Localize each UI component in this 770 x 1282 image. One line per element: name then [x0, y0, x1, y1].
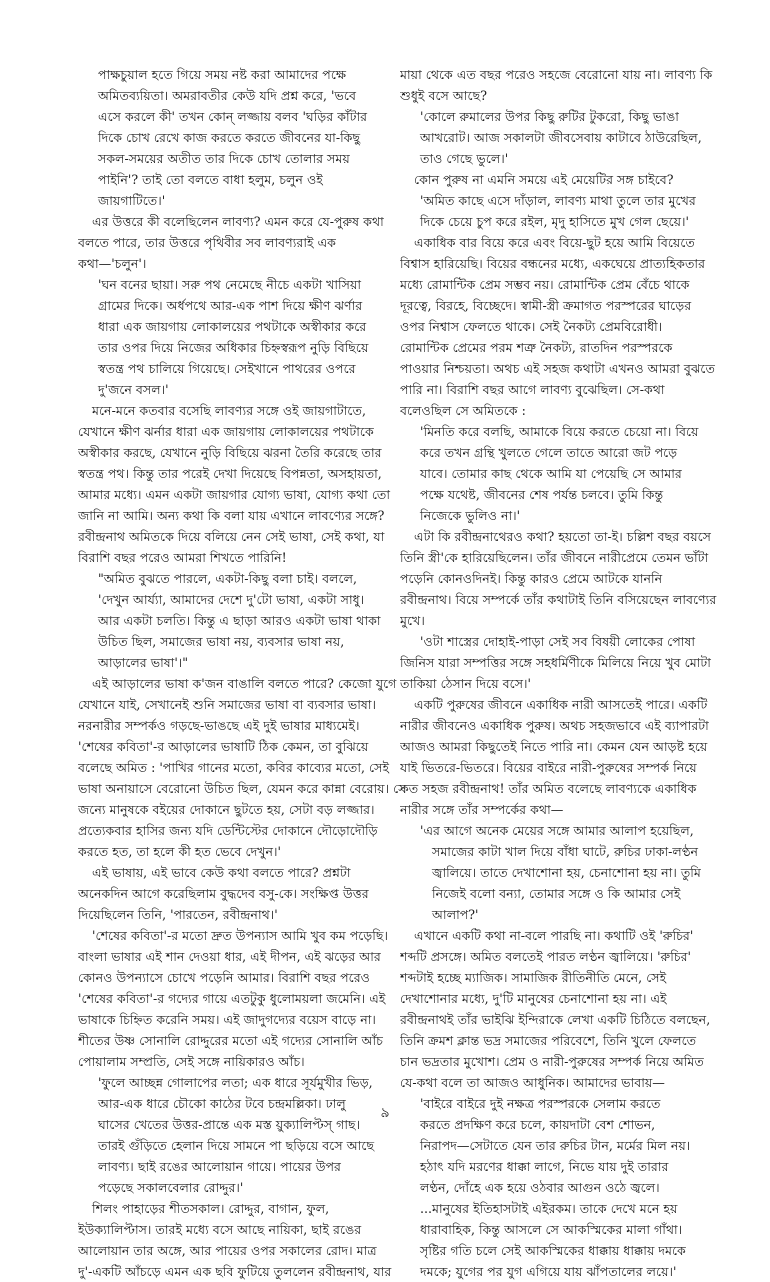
- text-line: তাকিয়া ঠেসান দিয়ে বসে।': [400, 676, 531, 691]
- text-line: ভাষাকে চিহ্নিত করেনি সময়। এই জাদুগদ্যের বয়েস বাড়ে না।: [78, 1012, 376, 1027]
- left-column: [78, 64, 413, 1282]
- text-line: 'মিনতি করে বলছি, আমাকে বিয়ে করতে চেয়ো না। বিয়ে: [420, 424, 699, 439]
- text-line: 'দেখুন আর্য্যা, আমাদের দেশে দু'টো ভাষা, একটা সাধু।: [98, 592, 365, 607]
- text-line: আড়ালের ভাষা'।": [98, 655, 189, 670]
- text-line: পোয়ালাম সম্প্রতি, সেই সঙ্গে নায়িকারও আঁচ।: [78, 1054, 305, 1069]
- text-line: প্রত্যেকবার হাসির জন্য যদি ডেন্টিস্টের দোকানে দৌড়োদৌড়ি: [78, 823, 378, 838]
- text-line: সকল-সময়ের অতীত তার দিকে চোখ তোলার সময়: [98, 151, 350, 166]
- text-line: বলেওছিল সে অমিতকে :: [400, 403, 526, 418]
- text-line: যেখানে ক্ষীণ ঝর্নার ধারা এক জায়গায় লোকালয়ের পথটাকে: [78, 424, 374, 439]
- text-line: বিশ্বাস হারিয়েছি। বিয়ের বন্ধনের মধ্যে, একঘেয়ে প্রাত্যহিকতার: [400, 256, 706, 271]
- text-line: ...মানুষের ইতিহাসটাই এইরকম। তাকে দেখে মনে হয়: [420, 1201, 678, 1216]
- text-line: রোমান্টিক প্রেমের পরম শত্রু নৈকট্য, রাতদিন পরস্পরকে: [400, 340, 673, 355]
- text-line: এই ভাষায়, এই ভাবে কেউ কথা বলতে পারে? প্রশ্নটা: [92, 865, 351, 880]
- text-line: তার ওপর দিয়ে নিজের অধিকার চিহ্নস্বরূপ নুড়ি বিছিয়ে: [98, 340, 369, 355]
- text-line: শুধুই বসে আছে?: [400, 88, 487, 103]
- text-line: 'শেষের কবিতা'-র মতো দ্রুত উপন্যাস আমি খুব কম পড়েছি।: [92, 928, 389, 943]
- text-line: সৃষ্টির গতি চলে সেই আকস্মিকের ধাক্কায় ধাক্কায় দমকে: [420, 1243, 686, 1258]
- text-line: জিনিস যারা সম্পত্তির সঙ্গে সহধর্মিণীকে মিলিয়ে নিয়ে খুব মোটা: [400, 655, 711, 670]
- text-line: 'ঘন বনের ছায়া। সরু পথ নেমেছে নীচে একটা খাসিয়া: [98, 277, 362, 292]
- text-line: বাংলা ভাষার এই শান দেওয়া ধার, এই দীপন, এই ঝড়ের আর: [78, 949, 381, 964]
- text-line: 'বাইরে বাইরে দুই নক্ষত্র পরস্পরকে সেলাম করতে: [420, 1096, 661, 1111]
- text-line: রবীন্দ্রনাথ অমিতকে দিয়ে বলিয়ে নেন সেই ভাষা, সেই কথা, যা: [78, 529, 385, 544]
- text-line: ধারাবাহিক, কিন্তু আসলে সে আকস্মিকের মালা গাঁথা।: [420, 1222, 683, 1237]
- text-line: তিনি ক্রমশ ক্লান্ত ভদ্র সমাজের পরিবেশে, তিনি খুলে ফেলতে: [400, 1033, 697, 1048]
- text-line: এটা কি রবীন্দ্রনাথেরও কথা? হয়তো তা-ই। চল্লিশ বছর বয়সে: [414, 529, 712, 544]
- text-line: মনে-মনে কতবার বসেছি লাবণ্যর সঙ্গে ওই জায়গাটাতে,: [92, 403, 366, 418]
- text-line: এখানে একটি কথা না-বলে পারছি না। কথাটি ওই 'রুচির': [414, 928, 694, 943]
- text-line: শিলং পাহাড়ের শীতসকাল। রোদ্দুর, বাগান, ফুল,: [92, 1201, 330, 1216]
- text-line: আমার মধ্যে। এমন একটা জায়গার যোগ্য ভাষা, যোগ্য কথা তো: [78, 487, 391, 502]
- text-line: আলাপ?': [432, 907, 479, 922]
- text-line: সমাজের কাটা খাল দিয়ে বাঁধা ঘাটে, রুচির ঢাকা-লণ্ঠন: [432, 844, 699, 859]
- text-line: বলেছে অমিত : 'পাখির গানের মতো, কবির কাব্যের মতো, সেই: [78, 760, 390, 775]
- text-line: স্বতন্ত্র পথ চালিয়ে গিয়েছে। সেইখানে পাথরের ওপরে: [98, 361, 356, 376]
- text-line: দিকে চোখ রেখে কাজ করতে করতে জীবনের যা-কিছু: [98, 130, 361, 145]
- text-line: দিয়েছিলেন তিনি, 'পারতেন, রবীন্দ্রনাথ।': [78, 907, 278, 922]
- text-line: নরনারীর সম্পর্কও গড়ছে-ভাঙছে এই দুই ভাষার মাধ্যমেই।: [78, 718, 360, 733]
- text-line: নিজেই বলো বন্যা, তোমার সঙ্গে ও কি আমার সেই: [432, 886, 681, 901]
- text-line: ওপর নিশ্বাস ফেলতে থাকে। সেই নৈকট্য প্রেমবিরোধী।: [400, 319, 663, 334]
- text-line: উচিত ছিল, সমাজের ভাষা নয়, ব্যবসার ভাষা নয়,: [98, 634, 345, 649]
- text-line: অমিতব্যয়িতা। অমরাবতীর কেউ যদি প্রশ্ন করে, 'ভবে: [98, 88, 356, 103]
- page-number: ৯: [380, 1105, 390, 1121]
- text-line: যে-কথা বলে তা আজও আধুনিক। আমাদের ভাবায়—: [400, 1075, 665, 1090]
- text-line: ভাষা অনায়াসে বেরোনো উচিত ছিল, যেমন করে কান্না বেরোয়। সে: [78, 781, 407, 796]
- text-line: নিরাপদ—সেটাতে যেন তার রুচির টান, মর্মের মিল নয়।: [420, 1138, 691, 1153]
- text-line: হঠাৎ যদি মরণের ধাক্কা লাগে, নিভে যায় দুই তারার: [420, 1159, 669, 1174]
- text-line: এর উত্তরে কী বলেছিলেন লাবণ্য? এমন করে যে-পুরুষ কথা: [92, 214, 384, 229]
- text-line: আর একটা চলতি। কিন্তু এ ছাড়া আরও একটা ভাষা থাকা: [98, 613, 381, 628]
- text-line: ধারা এক জায়গায় লোকালয়ের পথটাকে অস্বীকার করে: [98, 319, 367, 334]
- text-line: পারি না। বিরাশি বছর আগে লাবণ্য বুঝেছিল। সে-কথা: [400, 382, 665, 397]
- text-line: পাওয়ার নিশ্চয়তা। অথচ এই সহজ কথাটা এখনও আমরা বুঝতে: [400, 361, 715, 376]
- text-line: পক্ষে যথেষ্ট, জীবনের শেষ পর্যন্ত চলবে। তুমি কিন্তু: [420, 487, 664, 502]
- text-line: জ্বালিয়ে। তাতে দেখাশোনা হয়, চেনাশোনা হয় না। তুমি: [432, 865, 701, 880]
- text-line: নিজেকে ভুলিও না।': [420, 508, 521, 523]
- text-line: তাও গেছে ভুলে।': [420, 151, 509, 166]
- text-line: পড়েছে সকালবেলার রোদ্দুর।': [98, 1180, 244, 1195]
- text-line: মধ্যে রোমান্টিক প্রেম সম্ভব নয়। রোমান্টিক প্রেম বেঁচে থাকে: [400, 277, 690, 292]
- text-line: নারীর সঙ্গে তাঁর সম্পর্কের কথা—: [400, 802, 564, 817]
- text-line: দেখাশোনার মধ্যে, দু'টি মানুষের চেনাশোনা হয় না। এই: [400, 991, 667, 1006]
- text-line: অস্বীকার করছে, যেখানে নুড়ি বিছিয়ে ঝরনা তৈরি করেছে তার: [78, 445, 382, 460]
- text-line: স্বতন্ত্র পথ। কিন্তু তার পরেই দেখা দিয়েছে বিপন্নতা, অসহায়তা,: [78, 466, 382, 481]
- text-line: যাবে। তোমার কাছ থেকে আমি যা পেয়েছি সে আমার: [420, 466, 682, 481]
- text-line: তিনি স্ত্রী'কে হারিয়েছিলেন। তাঁর জীবনে নারীপ্রেমে তেমন ভাঁটা: [400, 550, 709, 565]
- text-line: জায়গাটিতে।': [98, 193, 166, 208]
- text-line: করে তখন গ্রন্থি খুলতে গেলে তাতে আরো জট পড়ে: [420, 445, 678, 460]
- text-line: চান ভদ্রতার মুখোশ। প্রেম ও নারী-পুরুষের সম্পর্ক নিয়ে অমিত: [400, 1054, 704, 1069]
- text-line: করতে প্রদক্ষিণ করে চলে, কায়দাটা বেশ শোভন,: [420, 1117, 656, 1132]
- text-line: একাধিক বার বিয়ে করে এবং বিয়ে-ছুট হয়ে আমি বিয়েতে: [414, 235, 695, 250]
- text-line: মায়া থেকে এত বছর পরেও সহজে বেরোনো যায় না। লাবণ্য কি: [400, 67, 713, 82]
- text-line: দমকে; যুগের পর যুগ এগিয়ে যায় ঝাঁপতালের লয়ে।': [420, 1264, 677, 1279]
- text-line: আর-এক ধারে চৌকো কাঠের টবে চন্দ্রমল্লিকা। ঢালু: [98, 1096, 346, 1111]
- right-column: [400, 64, 735, 1282]
- text-line: একটি পুরুষের জীবনে একাধিক নারী আসতেই পারে। একটি: [414, 697, 708, 712]
- text-line: দূরত্বে, বিরহে, বিচ্ছেদে। স্বামী-স্ত্রী ক্রমাগত পরস্পরের ঘাড়ের: [400, 298, 692, 313]
- text-line: আজও আমরা কিছুতেই নিতে পারি না। কেমন যেন আড়ষ্ট হয়ে: [400, 739, 708, 754]
- text-line: যেখানে যাই, সেখানেই শুনি সমাজের ভাষা বা ব্যবসার ভাষা।: [78, 697, 377, 712]
- text-line: কোনও উপন্যাসে চোখে পড়েনি আমার। বিরাশি বছর পরেও: [78, 970, 370, 985]
- text-line: আখরোট। আজ সকালটা জীবসেবায় কাটাবে ঠাউরেছিল,: [420, 130, 702, 145]
- text-line: দু'-একটি আঁচড়ে এমন এক ছবি ফুটিয়ে তুললেন রবীন্দ্রনাথ, যার: [78, 1264, 392, 1279]
- text-line: আলোয়ান তার অঙ্গে, আর পায়ের ওপর সকালের রোদ। মাত্র: [78, 1243, 377, 1258]
- text-line: ঘাসের খেতের উত্তর-প্রান্তে এক মস্ত য়ুক্যালিপ্টস্ গাছ।: [98, 1117, 361, 1132]
- text-line: "অমিত বুঝতে পারলে, একটা-কিছু বলা চাই। বললে,: [98, 571, 357, 586]
- text-line: কথা—'চলুন'।: [78, 256, 147, 271]
- text-line: পাক্ষচুয়াল হতে গিয়ে সময় নষ্ট করা আমাদের পক্ষে: [98, 67, 347, 82]
- text-line: দু'জনে বসল।': [98, 382, 169, 397]
- text-line: বিরাশি বছর পরেও আমরা শিখতে পারিনি!: [78, 550, 287, 565]
- text-line: কোন পুরুষ না এমনি সময়ে এই মেয়েটির সঙ্গ চাইবে?: [414, 172, 674, 187]
- text-line: এসে করলে কী' তখন কোন্ লজ্জায় বলব 'ঘড়ির কাঁটার: [98, 109, 368, 124]
- text-line: গ্রামের দিকে। অর্ধপথে আর-এক পাশ দিয়ে ক্ষীণ ঝর্ণার: [98, 298, 363, 313]
- text-line: করতে হত, তা হলে কী হত ভেবে দেখুন।': [78, 844, 282, 859]
- text-line: লাবণ্য। ছাই রঙের আলোয়ান গায়ে। পায়ের উপর: [98, 1159, 341, 1174]
- text-line: তারই গুঁড়িতে হেলান দিয়ে সামনে পা ছড়িয়ে বসে আছে: [98, 1138, 375, 1153]
- text-line: অনেকদিন আগে করেছিলাম বুদ্ধদেব বসু-কে। সংক্ষিপ্ত উত্তর: [78, 886, 369, 901]
- text-line: কত সহজ রবীন্দ্রনাথ! তাঁর অমিত বলেছে লাবণ্যকে একাধিক: [400, 781, 697, 796]
- text-line: রবীন্দ্রনাথ। বিয়ে সম্পর্কে তাঁর কথাটাই তিনি বসিয়েছেন লাবণ্যের: [400, 592, 717, 607]
- text-line: রবীন্দ্রনাথই তাঁর ভাইঝি ইন্দিরাকে লেখা একটি চিঠিতে বলছেন,: [400, 1012, 711, 1027]
- text-line: জন্যে মানুষকে বইয়ের দোকানে ছুটতে হয়, সেটা বড় লজ্জার।: [78, 802, 375, 817]
- text-line: শব্দটি প্রসঙ্গে। অমিত বলতেই পারত লণ্ঠন জ্বালিয়ে। 'রুচির': [400, 949, 692, 964]
- text-line: লণ্ঠন, দোঁহে এক হয়ে ওঠবার আগুন ওঠে জ্বলে।: [420, 1180, 660, 1195]
- text-line: 'শেষের কবিতা'-র গদ্যের গায়ে এতটুকু ধুলোময়লা জমেনি। এই: [78, 991, 386, 1006]
- text-line: দিকে চেয়ে চুপ করে রইল, মৃদু হাসিতে মুখ গেল ছেয়ে।': [420, 214, 690, 229]
- text-line: 'শেষের কবিতা'-র আড়ালের ভাষাটি ঠিক কেমন, তা বুঝিয়ে: [78, 739, 369, 754]
- text-line: বলতে পারে, তার উত্তরে পৃথিবীর সব লাবণ্যরাই এক: [78, 235, 336, 250]
- text-line: 'ওটা শাস্ত্রের দোহাই-পাড়া সেই সব বিষয়ী লোকের পোষা: [420, 634, 696, 649]
- text-line: নারীর জীবনেও একাধিক পুরুষ। অথচ সহজভাবে এই ব্যাপারটা: [400, 718, 709, 733]
- text-line: পাইনি'? তাই তো বলতে বাধা হলুম, চলুন ওই: [98, 172, 323, 187]
- text-line: 'ফুলে আচ্ছন্ন গোলাপের লতা; এক ধারে সূর্যমুখীর ভিড়,: [98, 1075, 373, 1090]
- text-line: 'এর আগে অনেক মেয়ের সঙ্গে আমার আলাপ হয়েছিল,: [420, 823, 694, 838]
- text-line: শব্দটাই হচ্ছে ম্যাজিক। সামাজিক রীতিনীতি মেনে, সেই: [400, 970, 667, 985]
- text-line: 'অমিত কাছে এসে দাঁড়াল, লাবণ্য মাথা তুলে তার মুখের: [420, 193, 696, 208]
- text-line: এই আড়ালের ভাষা ক'জন বাঙালি বলতে পারে? কেজো যুগে: [92, 676, 397, 691]
- text-line: জানি না আমি। অন্য কথা কি বলা যায় এখানে লাবণ্যের সঙ্গে?: [78, 508, 385, 523]
- text-line: 'কোলে রুমালের উপর কিছু রুটির টুকরো, কিছু ভাঙা: [420, 109, 679, 124]
- text-line: শীতের উষ্ণ সোনালি রোদ্দুরের মতো এই গদ্যের সোনালি আঁচ: [78, 1033, 383, 1048]
- text-line: ইউক্যালিপ্টাস। তারই মধ্যে বসে আছে নায়িকা, ছাই রঙের: [78, 1222, 362, 1237]
- text-line: যাই ভিতরে-ভিতরে। বিয়ের বাইরে নারী-পুরুষের সম্পর্ক নিয়ে: [400, 760, 697, 775]
- text-line: পড়েনি কোনওদিনই। কিন্তু কারও প্রেমে আটকে যাননি: [400, 571, 663, 586]
- text-line: মুখে।: [400, 613, 425, 628]
